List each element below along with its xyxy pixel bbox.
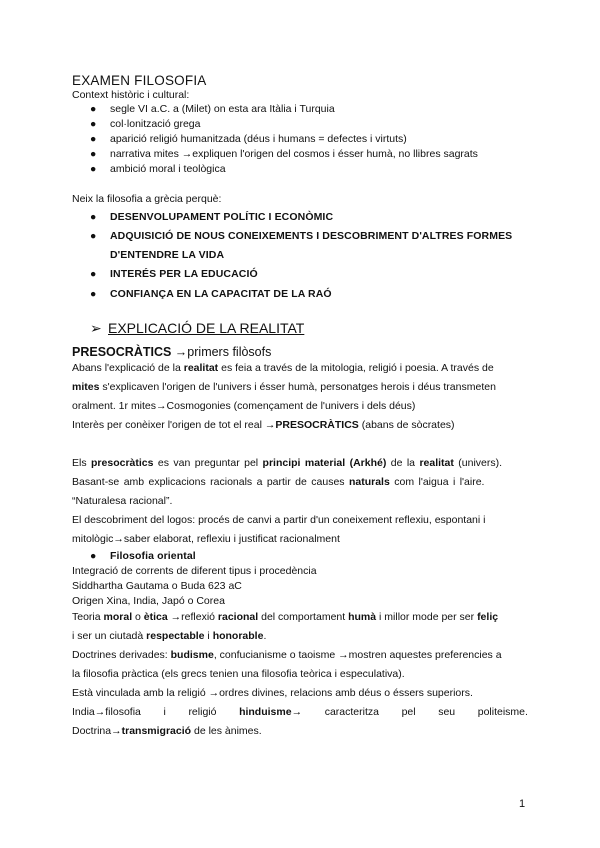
list-item: aparició religió humanitzada (déus i humans = defectes i virtuts): [110, 133, 407, 145]
list-item: CONFIANÇA EN LA CAPACITAT DE LA RAÓ: [110, 288, 332, 300]
paragraph: India→filosofia i religió hinduisme→ caracteritza pel seu politeisme. Doctrina→transmigració de les ànimes.: [72, 706, 528, 737]
bullet-icon: ●: [90, 148, 97, 160]
document-title: EXAMEN FILOSOFIA: [72, 73, 207, 88]
text-line: Origen Xina, India, Japó o Corea: [72, 595, 225, 607]
text-line: Siddhartha Gautama o Buda 623 aC: [72, 580, 242, 592]
bullet-icon: ●: [90, 288, 97, 300]
bullet-icon: ●: [90, 230, 97, 242]
bullet-icon: ●: [90, 268, 97, 280]
paragraph: Doctrines derivades: budisme, confucianisme o taoisme →mostren aquestes preferencies a la filosofia pràctica (els grecs tenien una filosofia teòrica i especulativa).: [72, 649, 502, 680]
paragraph: Està vinculada amb la religió →ordres divines, relacions amb déus o éssers superiors.: [72, 687, 473, 699]
paragraph: Interès per conèixer l'origen de tot el real →PRESOCRÀTICS (abans de sòcrates): [72, 419, 455, 431]
paragraph: El descobriment del logos: procés de canvi a partir d'un coneixement reflexiu, espontani i mitològic→saber elaborat, reflexiu i justificat racionalment: [72, 514, 486, 545]
oriental-heading: Filosofia oriental: [110, 550, 196, 562]
bullet-icon: ●: [90, 211, 97, 223]
list-item: col·lonització grega: [110, 118, 201, 130]
list-item: segle VI a.C. a (Milet) on esta ara Itàlia i Turquia: [110, 103, 335, 115]
arrow-icon: ➢: [90, 320, 102, 336]
paragraph: Teoria moral o ètica →reflexió racional del comportament humà i millor mode per ser feliç i ser un ciutadà respectable i honorable.: [72, 611, 499, 642]
context-heading: Context històric i cultural:: [72, 89, 190, 101]
presocratics-heading: PRESOCRÀTICS →primers filòsofs: [72, 345, 272, 359]
bullet-icon: ●: [90, 163, 97, 175]
page-number: 1: [519, 798, 526, 810]
bullet-icon: ●: [90, 103, 97, 115]
section-title: EXPLICACIÓ DE LA REALITAT: [108, 320, 305, 336]
paragraph: Abans l'explicació de la realitat es feia a través de la mitologia, religió i poesia. A través de mites s'explicaven l'origen de l'univers i ésser humà, personatges herois i déus transmeten oralment. 1r mites→Cosmogonies (començament de l'univers i dels déus): [72, 362, 496, 412]
list-item: ADQUISICIÓ DE NOUS CONEIXEMENTS I DESCOBRIMENT D'ALTRES FORMES: [110, 230, 513, 242]
bullet-icon: ●: [90, 133, 97, 145]
list-item-continuation: D'ENTENDRE LA VIDA: [110, 249, 225, 261]
neix-heading: Neix la filosofia a grècia perquè:: [72, 193, 222, 205]
text-line: Integració de corrents de diferent tipus i procedència: [72, 565, 317, 577]
list-item: narrativa mites →expliquen l'origen del cosmos i ésser humà, no llibres sagrats: [110, 148, 478, 160]
bullet-icon: ●: [90, 550, 97, 562]
section-heading: [90, 320, 304, 337]
list-item: DESENVOLUPAMENT POLÍTIC I ECONÒMIC: [110, 211, 334, 223]
bullet-icon: ●: [90, 118, 97, 130]
list-item: INTERÉS PER LA EDUCACIÓ: [110, 268, 258, 280]
paragraph: Els presocràtics es van preguntar pel principi material (Arkhé) de la realitat (univers). Basant-se amb explicacions racionals a partir de causes naturals com l'aigua i l'aire. “Naturalesa racional”.: [72, 457, 503, 507]
list-item: ambició moral i teològica: [110, 163, 226, 175]
